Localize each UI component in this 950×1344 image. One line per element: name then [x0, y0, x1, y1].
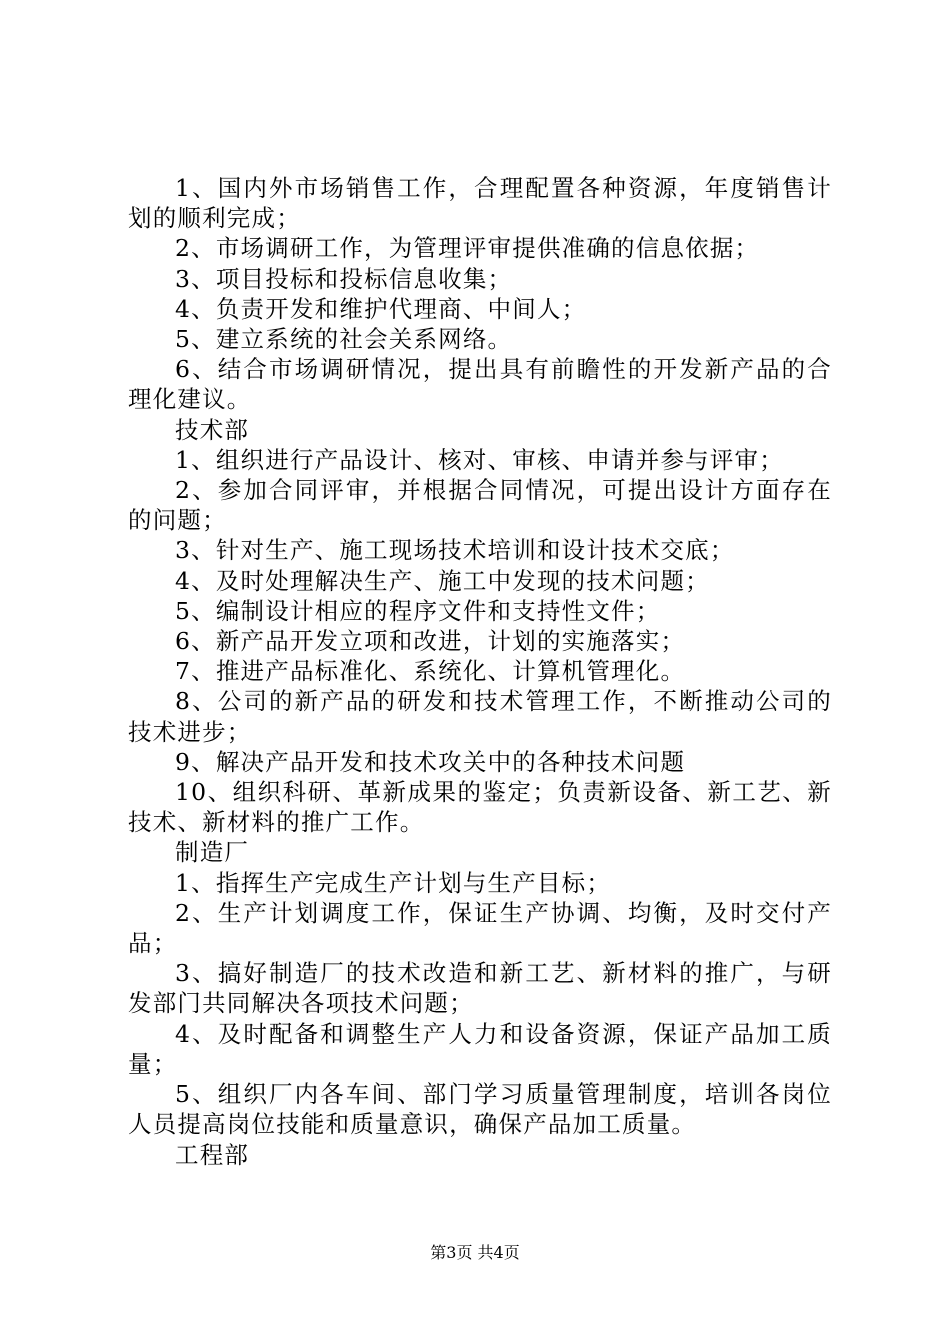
- section-heading-tech: 技术部: [175, 415, 250, 444]
- list-item-sales-2: 2、市场调研工作，为管理评审提供准确的信息依据；: [175, 234, 760, 263]
- list-item-factory-3: 3、搞好制造厂的技术改造和新工艺、新材料的推广，与研发部门共同解决各项技术问题；: [128, 959, 832, 1018]
- list-item-factory-4: 4、及时配备和调整生产人力和设备资源，保证产品加工质量；: [128, 1019, 832, 1078]
- list-item-tech-6: 6、新产品开发立项和改进，计划的实施落实；: [175, 627, 686, 656]
- list-item-sales-4: 4、负责开发和维护代理商、中间人；: [175, 294, 587, 323]
- section-heading-engineering: 工程部: [175, 1140, 250, 1169]
- list-item-factory-2: 2、生产计划调度工作，保证生产协调、均衡，及时交付产品；: [128, 898, 832, 958]
- document-body: [128, 173, 832, 1170]
- list-item-sales-6: 6、结合市场调研情况，提出具有前瞻性的开发新产品的合理化建议。: [128, 355, 832, 414]
- list-item-tech-7: 7、推进产品标准化、系统化、计算机管理化。: [175, 657, 686, 686]
- list-item-tech-3: 3、针对生产、施工现场技术培训和设计技术交底；: [175, 536, 735, 565]
- list-item-tech-10: 10、组织科研、革新成果的鉴定；负责新设备、新工艺、新技术、新材料的推广工作。: [128, 778, 832, 837]
- list-item-tech-4: 4、及时处理解决生产、施工中发现的技术问题；: [175, 566, 710, 595]
- list-item-factory-1: 1、指挥生产完成生产计划与生产目标；: [175, 868, 612, 897]
- list-item-sales-5: 5、建立系统的社会关系网络。: [175, 325, 513, 354]
- list-item-tech-9: 9、解决产品开发和技术攻关中的各种技术问题: [175, 747, 686, 776]
- list-item-sales-3: 3、项目投标和投标信息收集；: [175, 264, 513, 293]
- list-item-factory-5: 5、组织厂内各车间、部门学习质量管理制度，培训各岗位人员提高岗位技能和质量意识，确保产品加工质量。: [128, 1080, 832, 1139]
- list-item-tech-5: 5、编制设计相应的程序文件和支持性文件；: [175, 596, 661, 625]
- list-item-tech-2: 2、参加合同评审，并根据合同情况，可提出设计方面存在的问题；: [128, 476, 832, 535]
- page-number: 第3页 共4页: [430, 1243, 520, 1262]
- list-item-tech-1: 1、组织进行产品设计、核对、审核、申请并参与评审；: [175, 445, 784, 474]
- list-item-sales-1: 1、国内外市场销售工作，合理配置各种资源，年度销售计划的顺利完成；: [128, 174, 832, 233]
- section-heading-factory: 制造厂: [175, 838, 250, 867]
- list-item-tech-8: 8、公司的新产品的研发和技术管理工作，不断推动公司的技术进步；: [128, 687, 832, 746]
